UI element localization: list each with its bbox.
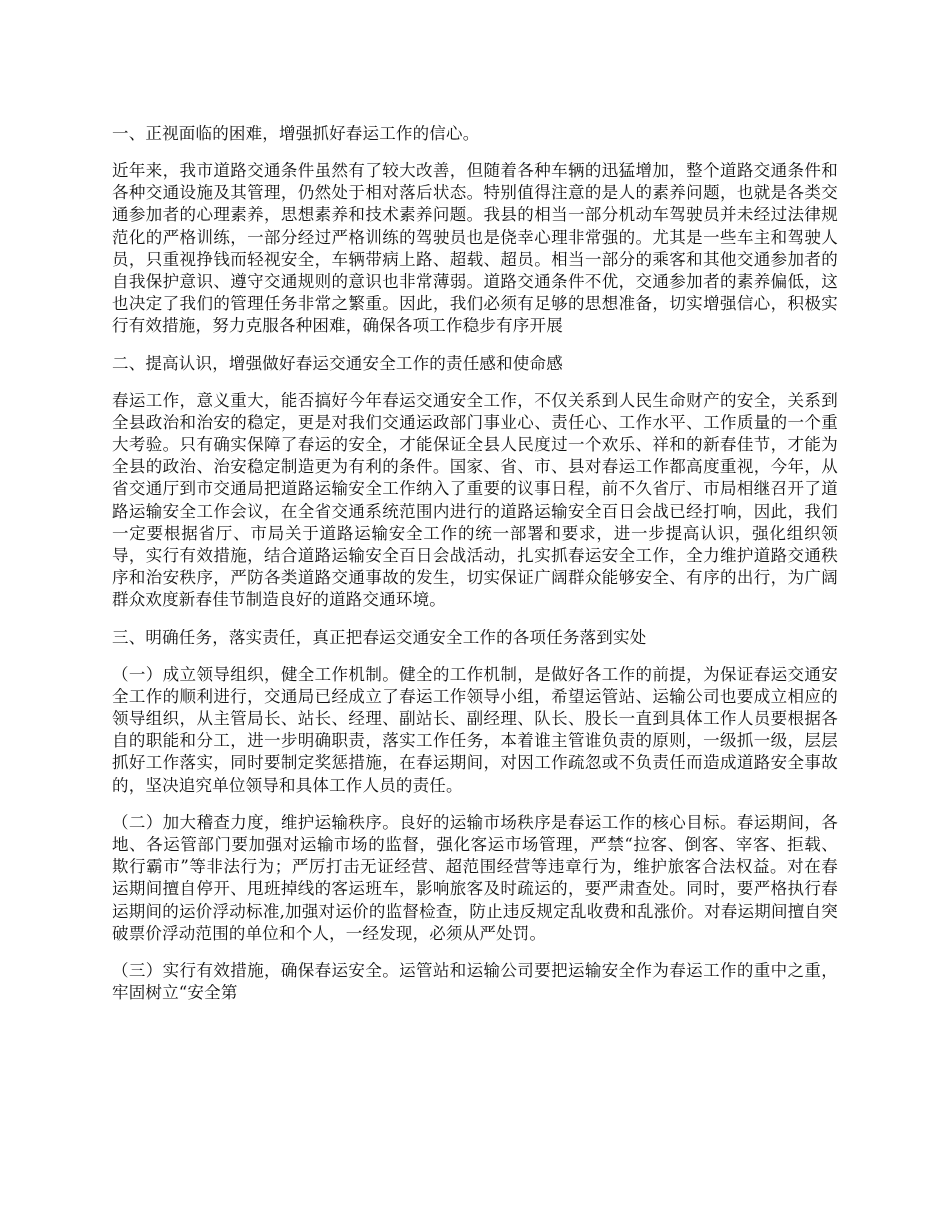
- document-page: [112, 123, 838, 1020]
- section-heading-2: 二、提高认识，增强做好春运交通安全工作的责任感和使命感: [112, 353, 563, 373]
- paragraph-4: （二）加大稽查力度，维护运输秩序。良好的运输市场秩序是春运工作的核心目标。春运期间，各地、各运管部门要加强对运输市场的监督，强化客运市场管理，严禁“拉客、倒客、宰客、拒载、欺行霸市”等非法行为；严厉打击无证经营、超范围经营等违章行为，维护旅客合法权益。对在春运期间擅自停开、甩班掉线的客运班车，影响旅客及时疏运的，要严肃查处。同时，要严格执行春运期间的运价浮动标准,加强对运价的监督检查，防止违反规定乱收费和乱涨价。对春运期间擅自突破票价浮动范围的单位和个人，一经发现，必须从严处罚。: [112, 812, 838, 943]
- paragraph-2: 春运工作，意义重大，能否搞好今年春运交通安全工作，不仅关系到人民生命财产的安全，关系到全县政治和治安的稳定，更是对我们交通运政部门事业心、责任心、工作水平、工作质量的一个重大考验。只有确实保障了春运的安全，才能保证全县人民度过一个欢乐、祥和的新春佳节，才能为全县的政治、治安稳定制造更为有利的条件。国家、省、市、县对春运工作都高度重视，今年，从省交通厅到市交通局把道路运输安全工作纳入了重要的议事日程，前不久省厅、市局相继召开了道路运输安全工作会议，在全省交通系统范围内进行的道路运输安全百日会战已经打响，因此，我们一定要根据省厅、市局关于道路运输安全工作的统一部署和要求，进一步提高认识，强化组织领导，实行有效措施，结合道路运输安全百日会战活动，扎实抓春运安全工作，全力维护道路交通秩序和治安秩序，严防各类道路交通事故的发生，切实保证广阔群众能够安全、有序的出行，为广阔群众欢度新春佳节制造良好的道路交通环境。: [112, 390, 838, 610]
- paragraph-5: （三）实行有效措施，确保春运安全。运管站和运输公司要把运输安全作为春运工作的重中之重，牢固树立“安全第: [112, 961, 838, 1003]
- paragraph-1: 近年来，我市道路交通条件虽然有了较大改善，但随着各种车辆的迅猛增加，整个道路交通条件和各种交通设施及其管理，仍然处于相对落后状态。特别值得注意的是人的素养问题，也就是各类交通参加者的心理素养，思想素养和技术素养问题。我县的相当一部分机动车驾驶员并未经过法律规范化的严格训练，一部分经过严格训练的驾驶员也是侥幸心理非常强的。尤其是一些车主和驾驶人员，只重视挣钱而轻视安全，车辆带病上路、超载、超员。相当一部分的乘客和其他交通参加者的自我保护意识、遵守交通规则的意识也非常薄弱。道路交通条件不优，交通参加者的素养偏低，这也决定了我们的管理任务非常之繁重。因此，我们必须有足够的思想准备，切实增强信心，积极实行有效措施，努力克服各种困难，确保各项工作稳步有序开展: [112, 161, 838, 336]
- paragraph-3: （一）成立领导组织，健全工作机制。健全的工作机制，是做好各工作的前提，为保证春运交通安全工作的顺利进行，交通局已经成立了春运工作领导小组，希望运管站、运输公司也要成立相应的领导组织，从主管局长、站长、经理、副站长、副经理、队长、股长一直到具体工作人员要根据各自的职能和分工，进一步明确职责，落实工作任务，本着谁主管谁负责的原则，一级抓一级，层层抓好工作落实，同时要制定奖惩措施，在春运期间，对因工作疏忽或不负责任而造成道路安全事故的，坚决追究单位领导和具体工作人员的责任。: [112, 664, 838, 795]
- section-heading-3: 三、明确任务，落实责任，真正把春运交通安全工作的各项任务落到实处: [112, 627, 647, 647]
- section-heading-1: 一、正视面临的困难，增强抓好春运工作的信心。: [112, 124, 480, 143]
